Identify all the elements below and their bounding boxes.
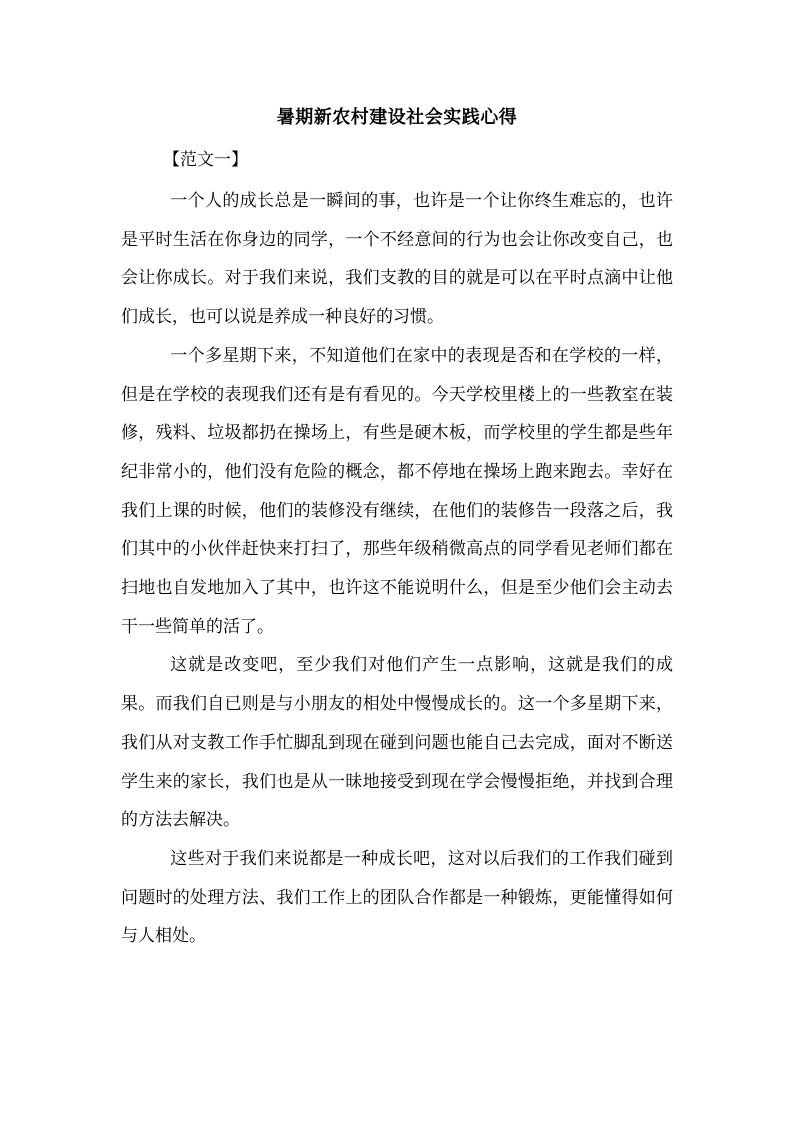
document-body [121, 182, 673, 956]
document-title: 暑期新农村建设社会实践心得 [276, 107, 518, 128]
paragraph: 一个人的成长总是一瞬间的事，也许是一个让你终生难忘的，也许是平时生活在你身边的同学，一个不经意间的行为也会让你改变自己，也会让你成长。对于我们来说，我们支教的目的就是可以在平时点滴中让他们成长，也可以说是养成一种良好的习惯。 [121, 191, 673, 328]
section-label: 【范文一】 [163, 150, 248, 170]
paragraph: 这就是改变吧，至少我们对他们产生一点影响，这就是我们的成果。而我们自已则是与小朋友的相处中慢慢成长的。这一个多星期下来，我们从对支教工作手忙脚乱到现在碰到问题也能自己去完成，面对不断送学生来的家长，我们也是从一昧地接受到现在学会慢慢拒绝，并找到合理的方法去解决。 [121, 655, 673, 831]
paragraph: 这些对于我们来说都是一种成长吧，这对以后我们的工作我们碰到问题时的处理方法、我们工作上的团队合作都是一种锻炼，更能懂得如何与人相处。 [121, 848, 673, 947]
paragraph: 一个多星期下来，不知道他们在家中的表现是否和在学校的一样，但是在学校的表现我们还有是有看见的。今天学校里楼上的一些教室在装修，残料、垃圾都扔在操场上，有些是硬木板，而学校里的学生都是些年纪非常小的，他们没有危险的概念，都不停地在操场上跑来跑去。幸好在我们上课的时候，他们的装修没有继续，在他们的装修告一段落之后，我们其中的小伙伴赶快来打扫了，那些年级稍微高点的同学看见老师们都在扫地也自发地加入了其中，也许这不能说明什么，但是至少他们会主动去干一些简单的活了。 [121, 345, 673, 637]
